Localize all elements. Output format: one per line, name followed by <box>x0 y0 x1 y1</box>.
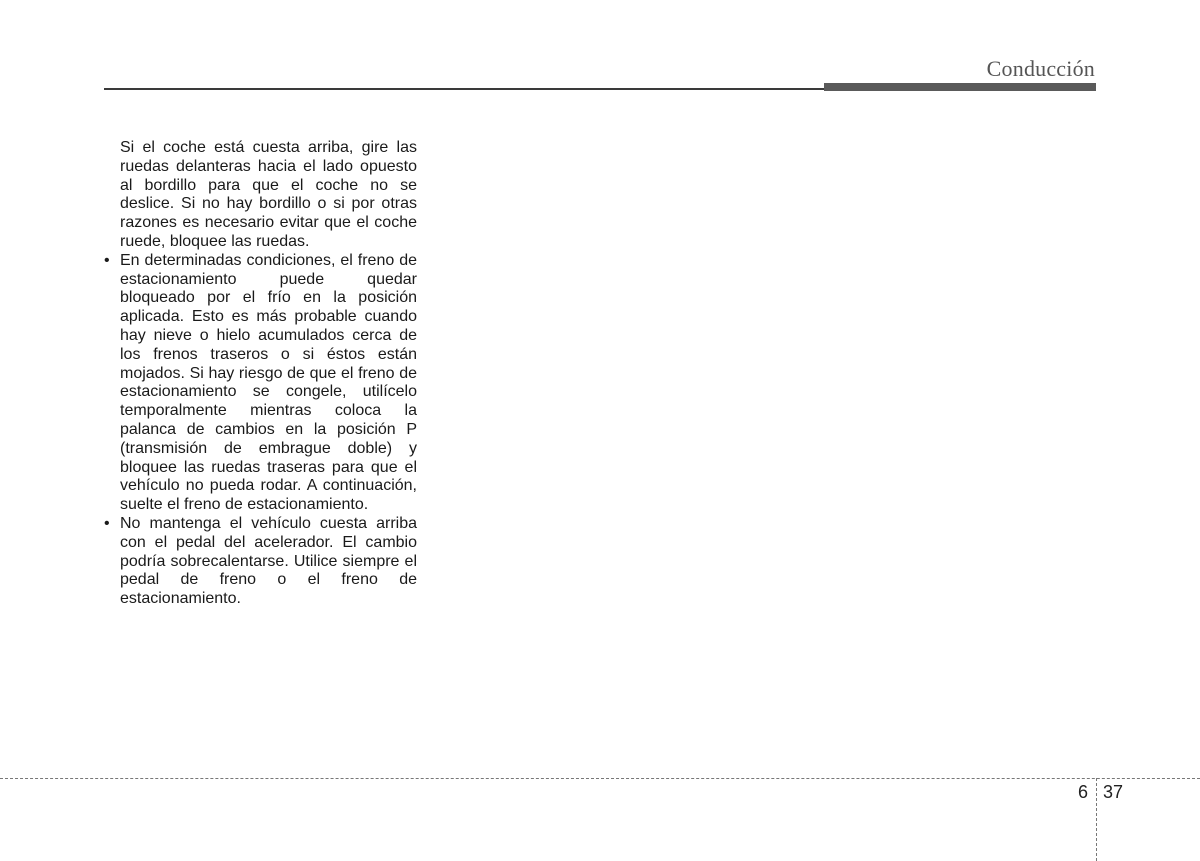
body-text <box>100 139 417 609</box>
header-rule <box>104 88 824 90</box>
footer-divider <box>1096 778 1097 861</box>
intro-paragraph: Si el coche está cuesta arriba, gire las ruedas delanteras hacia el lado opuesto al bordillo para que el coche no se deslice. Si no hay bordillo o si por otras razones es necesario evitar que el coche ruede, bloquee las ruedas. <box>120 139 417 250</box>
chapter-number: 6 <box>1078 782 1089 802</box>
list-item <box>100 515 417 609</box>
page-number: 37 <box>1103 782 1124 802</box>
footer-rule <box>0 778 1200 779</box>
header-rule-accent <box>824 83 1096 91</box>
list-item-text: No mantenga el vehículo cuesta arriba con el pedal del acelerador. El cambio podría sobrecalentarse. Utilice siempre el pedal de freno o el freno de estacionamiento. <box>120 514 417 608</box>
section-title: Conducción <box>986 56 1095 81</box>
list-item <box>100 252 417 515</box>
bullet-icon: • <box>104 251 110 269</box>
bullet-list <box>100 252 417 609</box>
bullet-icon: • <box>104 514 110 532</box>
list-item-text: En determinadas condiciones, el freno de estacionamiento puede quedar bloqueado por el frío en la posición aplicada. Esto es más probable cuando hay nieve o hielo acumulados cerca de los frenos traseros o si éstos están mojados. Si hay riesgo de que el freno de estacionamiento se congele, utilícelo temporalmente mientras coloca la palanca de cambios en la posición P (transmisión de embrague doble) y bloquee las ruedas traseras para que el vehículo no pueda rodar. A continuación, suelte el freno de estacionamiento. <box>120 251 417 514</box>
